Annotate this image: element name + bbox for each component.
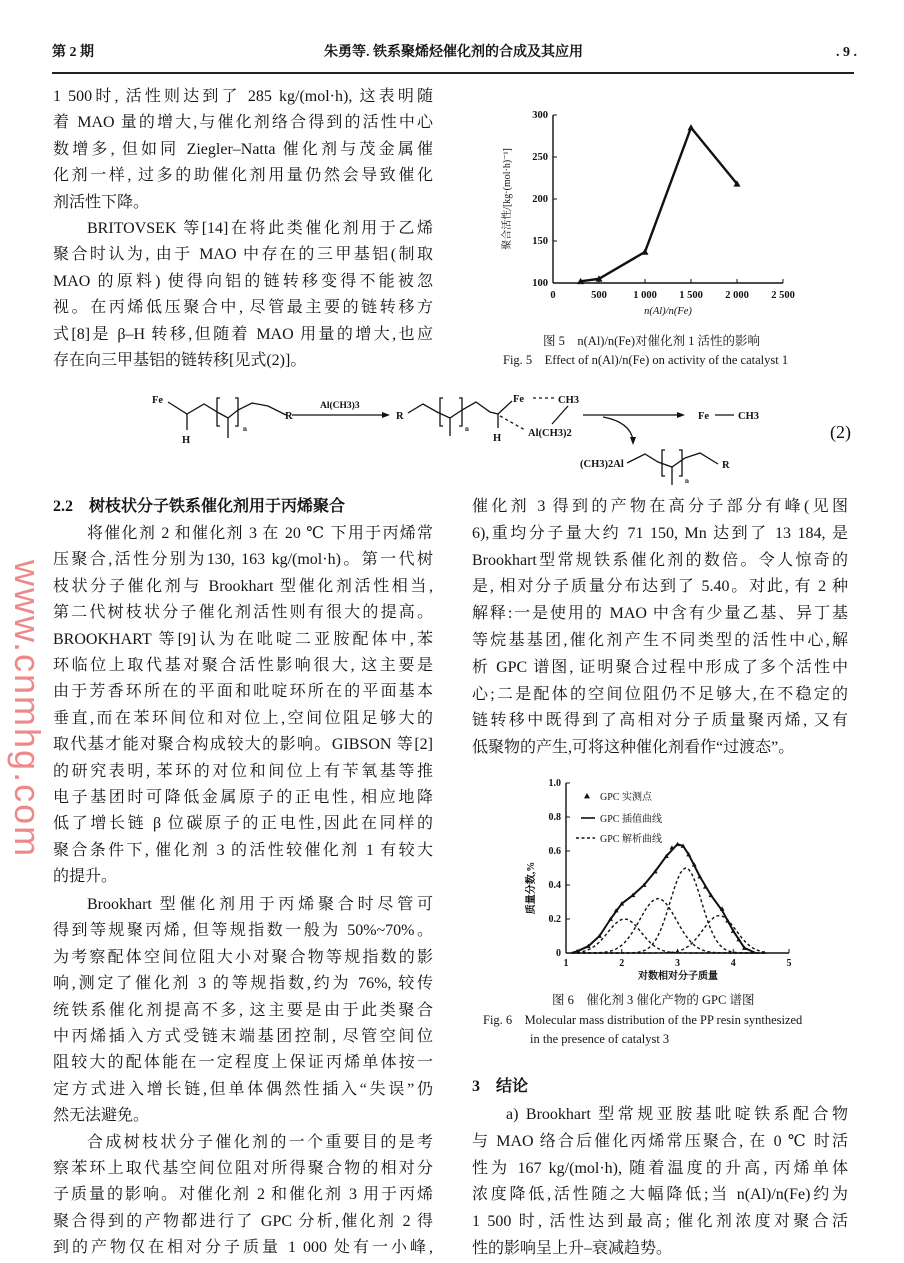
y-tick-label: 200 [532,194,548,205]
text-line: 压聚合,活性分别为130, 163 kg/(mol·h)。第一代树 [53,551,433,569]
text-line: 性为 167 kg/(mol·h), 随着温度的升高, 丙烯单体 [472,1159,848,1177]
reagent-label: Al(CH3)3 [320,401,360,411]
figure-5-caption-en: Fig. 5 Effect of n(Al)/n(Fe) on activity of the catalyst 1 [503,353,789,367]
legend-label: GPC 插值曲线 [600,814,662,825]
chain-bond [168,402,286,418]
y-tick-label: 0.2 [548,914,561,925]
y-tick-label: 100 [532,278,548,289]
figure-5-caption-cn: 图 5 n(Al)/n(Fe)对催化剂 1 活性的影响 [543,334,760,348]
fe-bond [498,401,512,414]
text-line: 垂直,而在苯环间位和对位上,空间位阻足够大的 [53,709,433,727]
text-line: 为考察配体空间位阻大小对聚合物等规指数的影 [53,948,433,966]
paragraph [53,84,433,216]
chain-bond [408,402,498,418]
series-line [581,128,737,282]
text-line: 由于芳香环所在的平面和吡啶环所在的平面基本 [53,683,433,701]
issue-number: 第 2 期 [52,45,94,60]
text-line: 统铁系催化剂提高不多, 这主要是由于此类聚合 [53,1001,433,1019]
text-line: 数增多, 但如同 Ziegler–Natta 催化剂与茂金属催 [53,140,433,158]
text-line: 电子基团时可降低金属原子的正电性, 相应地降 [53,788,433,806]
text-line: 是, 相对分子质量分布达到了 5.40。对此, 有 2 种 [472,578,848,596]
r-label: R [285,411,293,422]
me2-al-label: (CH3)2Al [580,459,624,470]
r-label: R [396,411,404,422]
text-line: 6),重均分子量大约 71 150, Mn 达到了 13 184, 是 [472,524,848,542]
arrowhead [630,437,636,445]
r-label: R [722,460,730,471]
x-tick-label: 1 [563,958,569,969]
text-line: 聚合时认为, 由于 MAO 中存在的三甲基铝(制取 [53,246,433,264]
text-line: 的研究表明, 苯环的对位和间位上有苄氧基等推 [53,762,433,780]
n-subscript: n [685,477,689,485]
data-point [642,248,649,254]
legend-marker-measured [584,793,590,798]
reaction-equation-2 [140,370,880,500]
x-tick-label: 500 [591,290,607,301]
running-title: 朱勇等. 铁系聚烯烃催化剂的合成及其应用 [324,45,583,60]
text-line: a) Brookhart 型常规亚胺基吡啶铁系配合物 [506,1106,848,1123]
y-tick-label: 0.6 [548,846,561,857]
header-rule [52,72,854,74]
text-line: 式[8]是 β–H 转移,但随着 MAO 用量的增大,也应 [53,325,433,343]
text-line: 第二代树枝状分子催化剂活性则有很大的提高。 [53,604,433,622]
x-axis-label: 对数相对分子质量 [638,971,718,982]
y-axis-label: 质量分数,% [526,861,537,915]
fe-label: Fe [698,411,710,422]
x-tick-label: 4 [730,958,736,969]
text-line: 的提升。 [53,868,118,886]
bracket-close [679,450,682,476]
x-tick-label: 1 500 [679,290,703,301]
page-number: . 9 . [836,45,857,60]
paragraph [472,1102,848,1263]
y-tick-label: 300 [532,110,548,121]
x-tick-label: 2 000 [725,290,749,301]
paragraph [472,494,848,762]
text-line: 化剂一样, 过多的助催化剂用量仍然会导致催化 [53,167,433,185]
text-line: 剂活性下降。 [53,193,150,211]
x-tick-label: 3 [675,958,680,969]
text-line: 将催化剂 2 和催化剂 3 在 20 ℃ 下用于丙烯常 [87,525,433,542]
h-label: H [493,433,502,444]
text-line: 着 MAO 量的增大,与催化剂络合得到的活性中心 [53,114,433,132]
text-line: 催化剂 3 得到的产物在高分子部分有峰(见图 [472,498,848,515]
text-line: 得到等规聚丙烯, 但等规指数一般为 50%~70%。 [53,922,433,940]
text-line: 1 500 时, 活性达到最高; 催化剂浓度对聚合活 [472,1213,848,1231]
text-line: 然无法避免。 [53,1107,150,1125]
ch3-label: CH3 [558,395,579,406]
bracket-open [440,398,443,426]
fe-label: Fe [513,394,525,405]
text-line: 解释:一是使用的 MAO 中含有少量乙基、异丁基 [472,605,848,623]
y-axis-label: 聚合活性/[kg·(mol·h)⁻¹] [502,148,513,250]
n-subscript: n [243,425,247,433]
text-line: 心;二是配体的空间位阻仍不足够大,在不稳定的 [472,685,848,703]
text-line: Brookhart 型催化剂用于丙烯聚合时尽管可 [87,896,433,913]
figure-6-caption-cn: 图 6 催化剂 3 催化产物的 GPC 谱图 [552,993,755,1007]
text-line: 定方式进入增长链,但单体偶然性插入“失误”仍 [53,1080,433,1098]
text-line: 视。在丙烯低压聚合中, 尽管最主要的链转移方 [53,299,433,317]
x-tick-label: 2 500 [771,290,795,301]
text-line: Brookhart型常规铁系催化剂的数倍。令人惊奇的 [472,551,848,569]
data-point [688,124,695,130]
text-line: 到的产物仅在相对分子质量 1 000 处有一小峰, [53,1239,433,1257]
text-line: 与 MAO 络合后催化丙烯常压聚合, 在 0 ℃ 时活 [472,1132,848,1150]
curved-arrow [603,417,633,440]
text-line: 响,测定了催化剂 3 的等规指数,约为 76%, 较传 [53,975,433,993]
ch3-al-bond [552,406,568,424]
text-line: 子质量的影响。对催化剂 2 和催化剂 3 用于丙烯 [53,1186,433,1204]
legend-label: GPC 实测点 [600,792,652,803]
text-line: 察苯环上取代基空间位阻对所得聚合物的相对分 [53,1159,433,1177]
text-line: 聚合得到的产物都进行了 GPC 分析,催化剂 2 得 [53,1212,433,1230]
text-line: 取代基才能对聚合构成较大的影响。GIBSON 等[2] [53,736,433,754]
text-line: 1 500时, 活性则达到了 285 kg/(mol·h), 这表明随 [53,88,433,105]
x-tick-label: 1 000 [633,290,657,301]
arrowhead [382,412,390,418]
x-tick-label: 2 [619,958,625,969]
text-line: 阻较大的配体能在一定程度上保证丙烯单体按一 [53,1054,433,1072]
section-heading-3: 3 结论 [472,1078,529,1095]
text-line: MAO 的原料) 使得向铝的链转移变得不能被忽 [53,272,433,290]
legend-label: GPC 解析曲线 [600,834,662,845]
y-tick-label: 1.0 [548,778,561,789]
text-line: 浓度降低,活性随之大幅降低;当 n(Al)/n(Fe)约为 [472,1186,848,1204]
text-line: 环临位上取代基对聚合活性影响很大, 这主要是 [53,656,433,674]
text-line: 链转移中既得到了高相对分子质量聚丙烯, 又有 [472,712,848,730]
ch3-label: CH3 [738,411,759,422]
paragraph [53,216,433,374]
y-tick-label: 0.8 [548,812,561,823]
y-tick-label: 0 [556,948,561,959]
text-line: 低聚物的产生,可将这种催化剂看作“过渡态”。 [472,739,795,757]
text-line: 存在向三甲基铝的链转移[见式(2)]。 [53,351,307,369]
x-axis-label: n(Al)/n(Fe) [644,306,692,317]
component-curve [572,899,767,953]
c-al-dashed [500,416,525,430]
text-line: BRITOVSEK 等[14]在将此类催化剂用于乙烯 [87,220,433,237]
paragraph [53,1130,433,1262]
text-line: 低了增长链 β 位碳原子的正电性,因此在同样的 [53,815,433,833]
y-tick-label: 250 [532,152,548,163]
bracket-open [662,450,665,476]
h-label: H [182,435,191,446]
text-line: 析 GPC 谱图, 证明聚合过程中形成了多个活性中 [472,658,848,676]
chain-bond [627,453,718,467]
fe-label: Fe [152,395,164,406]
equation-number: (2) [830,422,851,442]
paragraph [53,521,433,890]
figure-6-caption-en-line2: in the presence of catalyst 3 [530,1032,670,1046]
arrowhead [677,412,685,418]
figure-5-chart [480,100,800,330]
watermark: www.cnmhg.com [7,560,48,859]
paragraph [53,892,433,1130]
text-line: 性的影响呈上升–衰减趋势。 [472,1239,673,1257]
x-tick-label: 5 [786,958,792,969]
text-line: 合成树枝状分子催化剂的一个重要目的是考 [87,1133,433,1151]
figure-6-caption-en: Fig. 6 Molecular mass distribution of the PP resin synthesized [483,1013,803,1027]
al-me2-label: Al(CH3)2 [528,428,572,439]
text-line: 等烷基基团,催化剂产生不同类型的活性中心,解 [472,631,848,649]
x-tick-label: 0 [550,290,556,301]
n-subscript: n [465,425,469,433]
section-heading-2-2: 2.2 树枝状分子铁系催化剂用于丙烯聚合 [53,498,346,515]
text-line: BROOKHART 等[9]认为在吡啶二亚胺配体中,苯 [53,630,433,648]
text-line: 聚合条件下, 催化剂 3 的活性较催化剂 1 有较大 [53,841,433,859]
text-line: 枝状分子催化剂与 Brookhart 型催化剂活性相当, [53,577,433,595]
figure-6-chart [520,770,810,985]
y-tick-label: 150 [532,236,548,247]
y-tick-label: 0.4 [548,880,561,891]
text-line: 中丙烯插入方式受链末端基团控制, 尽管空间位 [53,1027,433,1045]
